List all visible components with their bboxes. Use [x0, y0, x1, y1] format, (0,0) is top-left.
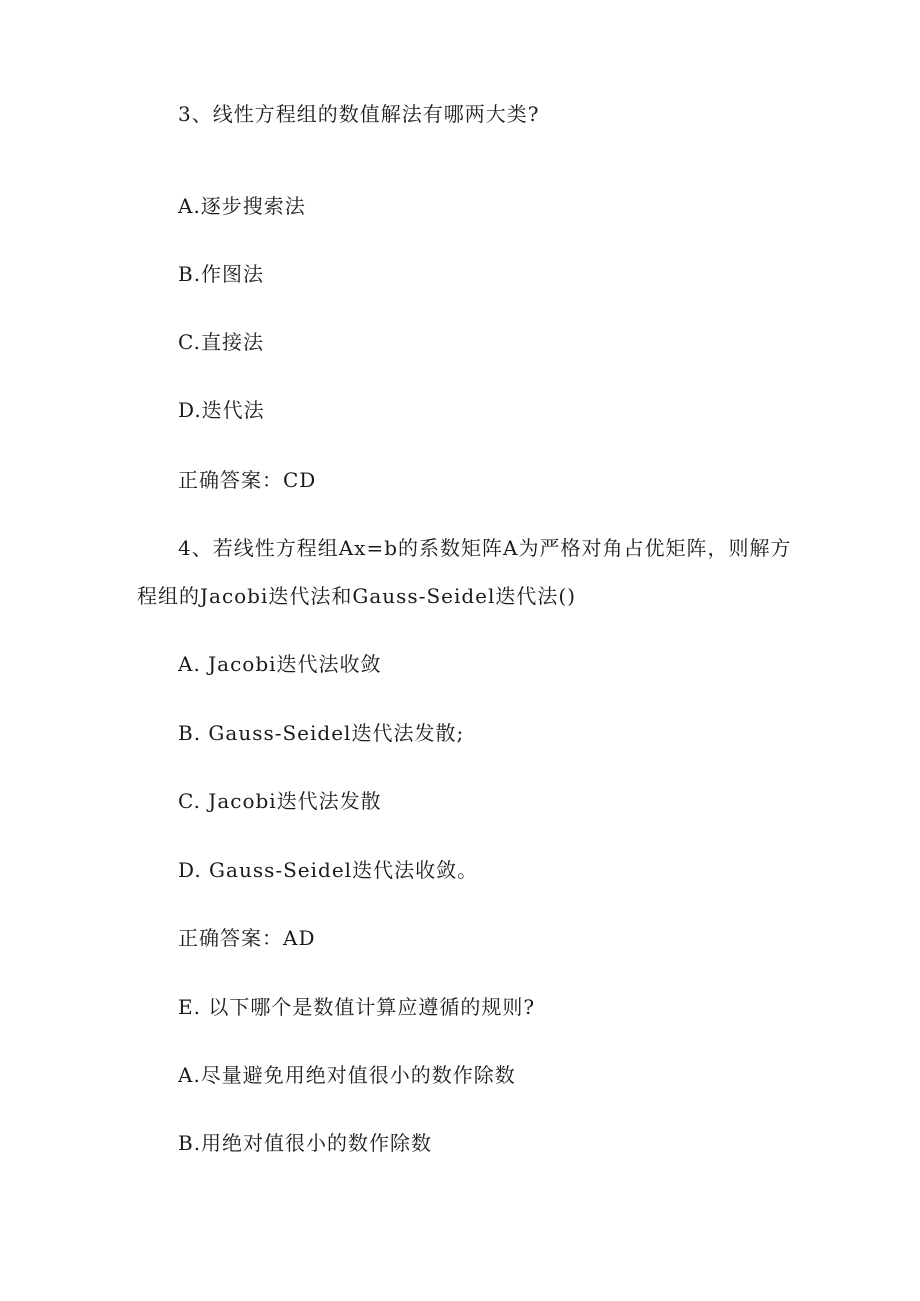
question-4-answer: 正确答案：AD [178, 926, 316, 950]
question-3-option-b: B.作图法 [178, 262, 265, 286]
question-5-text: E. 以下哪个是数值计算应遵循的规则? [178, 995, 536, 1019]
question-3-option-a: A.逐步搜索法 [178, 194, 306, 218]
question-4-text-line1: 4、若线性方程组Ax=b的系数矩阵A为严格对角占优矩阵，则解方 [178, 536, 792, 560]
question-4-text-line2: 程组的Jacobi迭代法和Gauss-Seidel迭代法() [137, 584, 577, 608]
question-3-option-c: C.直接法 [178, 330, 264, 354]
question-3-option-d: D.迭代法 [178, 398, 265, 422]
question-4-option-c: C. Jacobi迭代法发散 [178, 789, 382, 813]
question-4-option-d: D. Gauss-Seidel迭代法收敛。 [178, 858, 479, 882]
question-4-option-b: B. Gauss-Seidel迭代法发散; [178, 721, 465, 745]
question-5-option-b: B.用绝对值很小的数作除数 [178, 1131, 433, 1155]
question-3-text: 3、线性方程组的数值解法有哪两大类? [178, 102, 540, 126]
question-3-answer: 正确答案：CD [178, 468, 317, 492]
question-5-option-a: A.尽量避免用绝对值很小的数作除数 [178, 1063, 516, 1087]
question-4-option-a: A. Jacobi迭代法收敛 [178, 652, 382, 676]
